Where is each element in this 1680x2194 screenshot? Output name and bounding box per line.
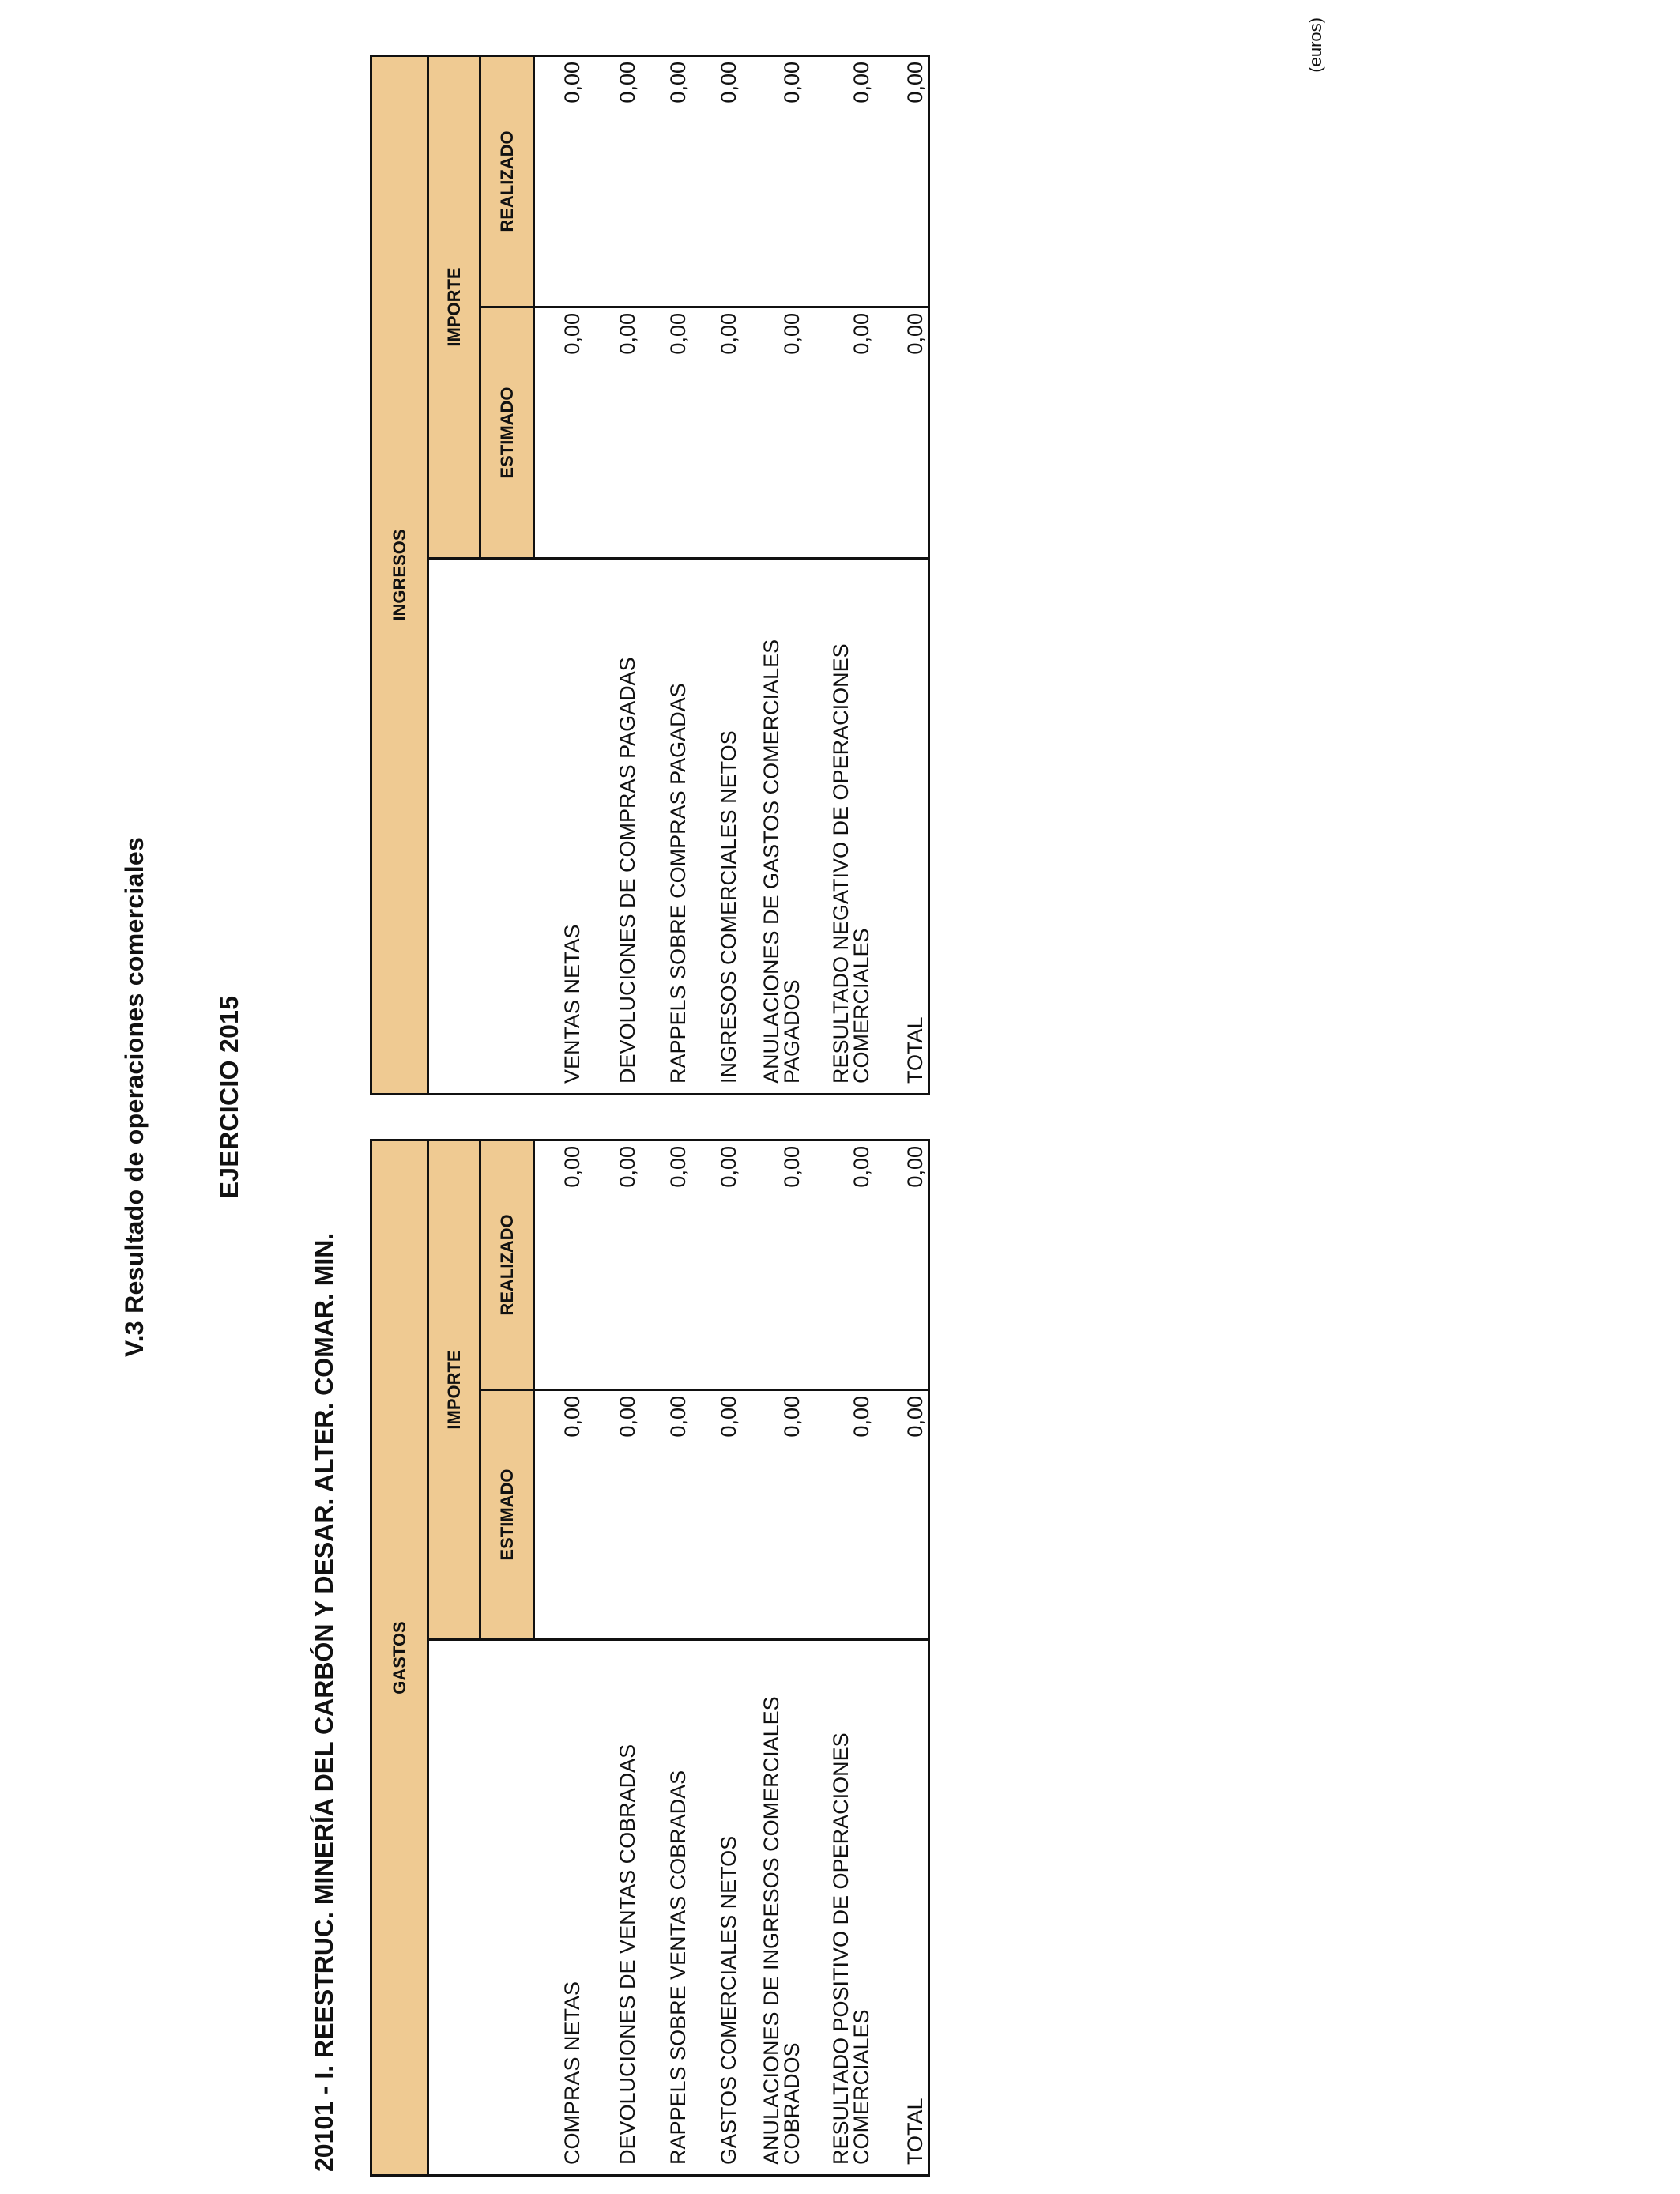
row-realizado: 0,00 <box>804 56 874 307</box>
row-estimado: 0,00 <box>874 307 929 559</box>
row-label: VENTAS NETAS <box>534 559 585 1095</box>
table-row <box>640 56 691 1095</box>
row-label: RESULTADO NEGATIVO DE OPERACIONES COMERCIALES <box>804 559 874 1095</box>
row-realizado: 0,00 <box>534 1140 585 1390</box>
row-estimado: 0,00 <box>874 1390 929 1640</box>
entity-title: 20101 - I. REESTRUC. MINERÍA DEL CARBÓN Y DESAR. ALTER. COMAR. MIN. <box>310 1232 338 2172</box>
gastos-estimado-header: ESTIMADO <box>480 1390 534 1640</box>
row-label: INGRESOS COMERCIALES NETOS <box>691 559 741 1095</box>
row-label: ANULACIONES DE INGRESOS COMERCIALES COBRADOS <box>741 1640 804 2176</box>
row-realizado: 0,00 <box>691 1140 741 1390</box>
row-realizado: 0,00 <box>534 56 585 307</box>
row-estimado: 0,00 <box>640 1390 691 1640</box>
table-row <box>640 1140 691 2176</box>
table-row <box>741 56 804 1095</box>
row-realizado: 0,00 <box>741 56 804 307</box>
ingresos-header: INGRESOS <box>371 56 428 1095</box>
table-row <box>691 56 741 1095</box>
table-row <box>691 1140 741 2176</box>
row-estimado: 0,00 <box>585 307 640 559</box>
gastos-table <box>370 1139 930 2177</box>
row-estimado: 0,00 <box>585 1390 640 1640</box>
row-estimado: 0,00 <box>741 1390 804 1640</box>
row-label: RESULTADO POSITIVO DE OPERACIONES COMERCIALES <box>804 1640 874 2176</box>
row-estimado: 0,00 <box>741 307 804 559</box>
gastos-realizado-header: REALIZADO <box>480 1140 534 1390</box>
row-estimado: 0,00 <box>804 1390 874 1640</box>
table-row <box>585 56 640 1095</box>
row-estimado: 0,00 <box>534 307 585 559</box>
row-label: DEVOLUCIONES DE COMPRAS PAGADAS <box>585 559 640 1095</box>
row-realizado: 0,00 <box>741 1140 804 1390</box>
row-realizado: 0,00 <box>640 1140 691 1390</box>
ingresos-label-header <box>428 559 534 1095</box>
table-row <box>585 1140 640 2176</box>
table-row <box>804 56 874 1095</box>
row-realizado: 0,00 <box>585 1140 640 1390</box>
ingresos-table <box>370 55 930 1095</box>
exercise-title: EJERCICIO 2015 <box>215 995 243 1199</box>
row-estimado: 0,00 <box>534 1390 585 1640</box>
gastos-header: GASTOS <box>371 1140 428 2176</box>
row-realizado: 0,00 <box>804 1140 874 1390</box>
ingresos-realizado-header: REALIZADO <box>480 56 534 307</box>
row-label: COMPRAS NETAS <box>534 1640 585 2176</box>
gastos-label-header <box>428 1640 534 2176</box>
row-label: GASTOS COMERCIALES NETOS <box>691 1640 741 2176</box>
row-label: TOTAL <box>874 559 929 1095</box>
row-realizado: 0,00 <box>640 56 691 307</box>
table-row <box>874 1140 929 2176</box>
row-label: ANULACIONES DE GASTOS COMERCIALES PAGADOS <box>741 559 804 1095</box>
row-estimado: 0,00 <box>804 307 874 559</box>
table-row <box>804 1140 874 2176</box>
row-label: TOTAL <box>874 1640 929 2176</box>
table-row <box>534 56 585 1095</box>
table-row <box>534 1140 585 2176</box>
row-label: RAPPELS SOBRE COMPRAS PAGADAS <box>640 559 691 1095</box>
table-row <box>741 1140 804 2176</box>
row-realizado: 0,00 <box>691 56 741 307</box>
row-label: DEVOLUCIONES DE VENTAS COBRADAS <box>585 1640 640 2176</box>
ingresos-estimado-header: ESTIMADO <box>480 307 534 559</box>
table-row <box>874 56 929 1095</box>
section-title: V.3 Resultado de operaciones comerciales <box>120 836 149 1358</box>
row-estimado: 0,00 <box>640 307 691 559</box>
row-realizado: 0,00 <box>585 56 640 307</box>
row-label: RAPPELS SOBRE VENTAS COBRADAS <box>640 1640 691 2176</box>
row-realizado: 0,00 <box>874 56 929 307</box>
row-estimado: 0,00 <box>691 1390 741 1640</box>
row-estimado: 0,00 <box>691 307 741 559</box>
ingresos-importe-header: IMPORTE <box>428 56 480 559</box>
gastos-importe-header: IMPORTE <box>428 1140 480 1640</box>
units-label: (euros) <box>1305 17 1325 73</box>
row-realizado: 0,00 <box>874 1140 929 1390</box>
